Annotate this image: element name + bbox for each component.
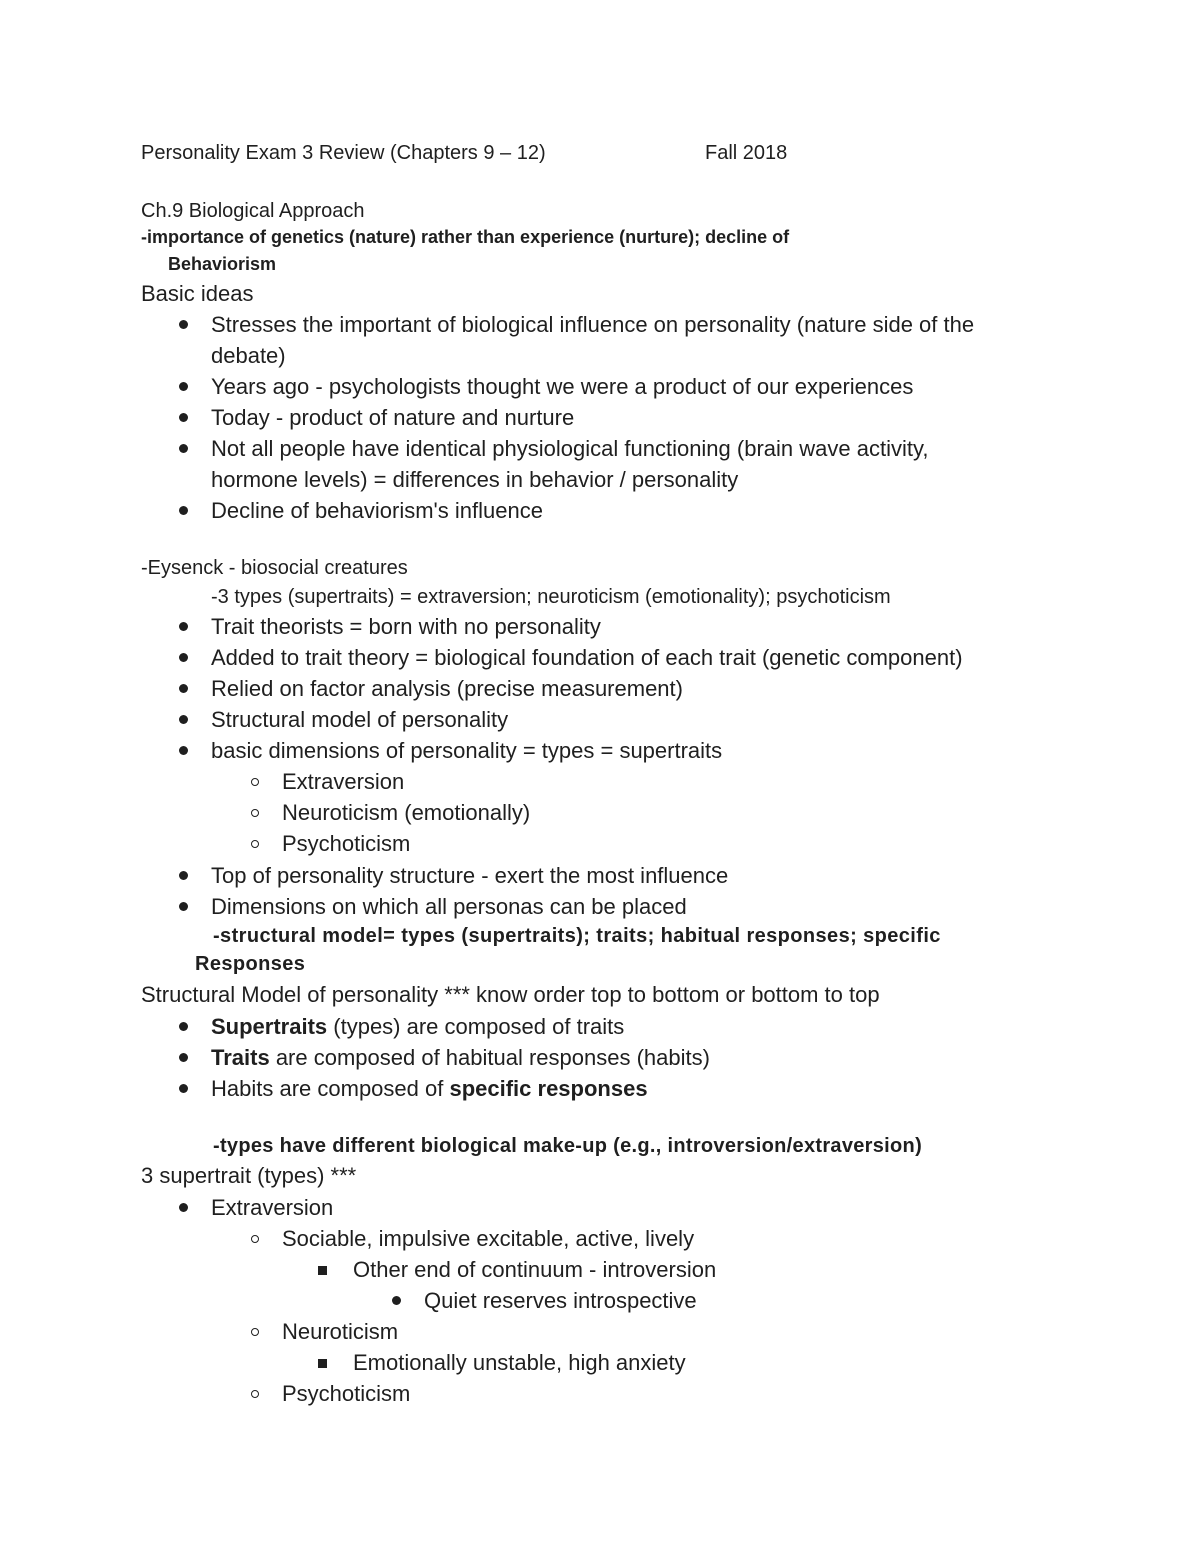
list-level4-item: Quiet reserves introspective xyxy=(424,1288,697,1313)
sub-label: -3 types (supertraits) = extraversion; neuroticism (emotionality); psychoticism xyxy=(211,586,891,608)
bullet-dot-icon xyxy=(179,444,188,453)
bullet-circle-icon xyxy=(251,1328,259,1336)
list-item: Years ago - psychologists thought we were a product of our experiences xyxy=(211,374,914,399)
bullet-dot-icon xyxy=(392,1296,401,1305)
bullet-dot-icon xyxy=(179,1084,188,1093)
item-text: (types) are composed of traits xyxy=(327,1014,625,1039)
bullet-dot-icon xyxy=(179,1053,188,1062)
list-subitem: Sociable, impulsive excitable, active, lively xyxy=(282,1226,695,1251)
list-subitem: Neuroticism (emotionally) xyxy=(282,800,531,825)
bold-term: Traits xyxy=(211,1045,270,1070)
bullet-square-icon xyxy=(318,1359,327,1368)
doc-term: Fall 2018 xyxy=(705,142,788,164)
doc-title: Personality Exam 3 Review (Chapters 9 – 12) xyxy=(141,142,546,164)
list-item xyxy=(211,1045,710,1071)
list-item: Relied on factor analysis (precise measurement) xyxy=(211,676,683,701)
emphasis-line: -types have different biological make-up (e.g., introversion/extraversion) xyxy=(213,1135,923,1157)
list-subitem: Psychoticism xyxy=(282,1381,411,1406)
list-item: Trait theorists = born with no personality xyxy=(211,614,601,639)
list-item: Structural model of personality xyxy=(211,707,509,732)
list-item xyxy=(211,1014,624,1040)
list-item: hormone levels) = differences in behavior / personality xyxy=(211,467,739,492)
list-subsubitem: Emotionally unstable, high anxiety xyxy=(353,1350,686,1375)
list-subsubitem: Other end of continuum - introversion xyxy=(353,1257,717,1282)
list-subitem: Psychoticism xyxy=(282,831,411,856)
list-item: Dimensions on which all personas can be placed xyxy=(211,894,687,919)
section-label: Basic ideas xyxy=(141,281,254,306)
bullet-dot-icon xyxy=(179,382,188,391)
bullet-circle-icon xyxy=(251,1235,259,1243)
list-item: Decline of behaviorism's influence xyxy=(211,498,543,523)
list-item: basic dimensions of personality = types = supertraits xyxy=(211,738,723,763)
section-label: -Eysenck - biosocial creatures xyxy=(141,557,408,579)
bullet-circle-icon xyxy=(251,809,259,817)
bullet-dot-icon xyxy=(179,653,188,662)
emphasis-line: Behaviorism xyxy=(168,254,277,274)
bullet-dot-icon xyxy=(179,871,188,880)
bullet-dot-icon xyxy=(179,746,188,755)
emphasis-line: -structural model= types (supertraits); traits; habitual responses; specific xyxy=(213,925,941,947)
bold-term: specific responses xyxy=(449,1076,648,1101)
list-subitem: Neuroticism xyxy=(282,1319,399,1344)
item-text: are composed of habitual responses (habits) xyxy=(269,1045,710,1070)
bullet-circle-icon xyxy=(251,840,259,848)
list-item: Today - product of nature and nurture xyxy=(211,405,575,430)
bullet-dot-icon xyxy=(179,1022,188,1031)
bullet-square-icon xyxy=(318,1266,327,1275)
bullet-circle-icon xyxy=(251,1390,259,1398)
section-label: 3 supertrait (types) *** xyxy=(141,1163,357,1188)
list-item xyxy=(211,1076,648,1102)
list-item: Not all people have identical physiological functioning (brain wave activity, xyxy=(211,436,929,461)
chapter-heading: Ch.9 Biological Approach xyxy=(141,200,365,222)
emphasis-line: -importance of genetics (nature) rather than experience (nurture); decline of xyxy=(141,227,790,247)
bullet-dot-icon xyxy=(179,413,188,422)
list-item: Extraversion xyxy=(211,1195,334,1220)
bold-term: Supertraits xyxy=(211,1014,328,1039)
list-item: debate) xyxy=(211,343,286,368)
bullet-dot-icon xyxy=(179,506,188,515)
bullet-dot-icon xyxy=(179,902,188,911)
bullet-dot-icon xyxy=(179,1203,188,1212)
bullet-dot-icon xyxy=(179,320,188,329)
list-item: Added to trait theory = biological foundation of each trait (genetic component) xyxy=(211,645,963,670)
list-item: Stresses the important of biological influence on personality (nature side of the xyxy=(211,312,975,337)
emphasis-line: Responses xyxy=(195,953,306,975)
bullet-dot-icon xyxy=(179,715,188,724)
bullet-dot-icon xyxy=(179,622,188,631)
list-item: Top of personality structure - exert the most influence xyxy=(211,863,729,888)
bullet-circle-icon xyxy=(251,778,259,786)
item-text: Habits are composed of xyxy=(211,1076,450,1101)
list-subitem: Extraversion xyxy=(282,769,405,794)
bullet-dot-icon xyxy=(179,684,188,693)
section-label: Structural Model of personality *** know order top to bottom or bottom to top xyxy=(141,982,880,1007)
